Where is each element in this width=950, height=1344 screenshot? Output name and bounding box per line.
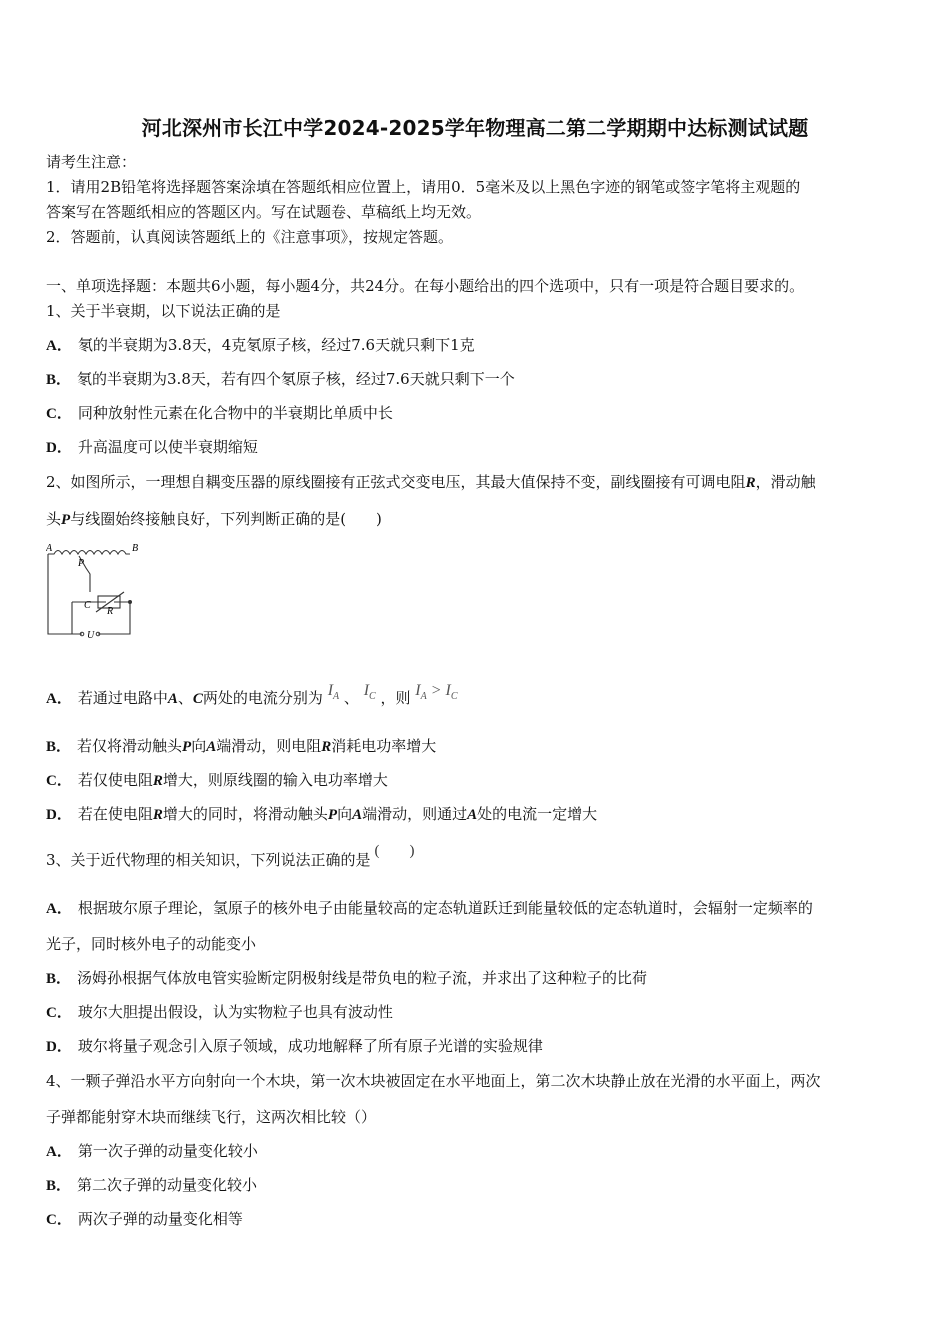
q3-option-a-line-1: A． 根据玻尔原子理论，氢原子的核外电子由能量较高的定态轨道跃迁到能量较低的定态轨道时，会辐射一定频率的 bbox=[46, 899, 813, 917]
figure-label-u: U bbox=[87, 630, 95, 641]
notice-item-1-line-2: 答案写在答题纸相应的答题区内。写在试题卷、草稿纸上均无效。 bbox=[46, 203, 482, 221]
q4-option-a: A． 第一次子弹的动量变化较小 bbox=[46, 1142, 258, 1160]
q4-stem-line-1: 4、一颗子弹沿水平方向射向一个木块，第一次木块被固定在水平地面上，第二次木块静止放在光滑的水平面上，两次 bbox=[46, 1072, 821, 1090]
q2-option-d: D． 若在使电阻R增大的同时，将滑动触头P向A端滑动，则通过A处的电流一定增大 bbox=[46, 805, 598, 823]
q2-option-c: C． 若仅使电阻R增大，则原线圈的输入电功率增大 bbox=[46, 771, 388, 789]
q2-option-b: B． 若仅将滑动触头P向A端滑动，则电阻R消耗电功率增大 bbox=[46, 737, 437, 755]
q3-option-a-line-2: 光子，同时核外电子的动能变小 bbox=[46, 935, 257, 953]
q1-option-b: B． 氡的半衰期为3.8天，若有四个氡原子核，经过7.6天就只剩下一个 bbox=[46, 370, 515, 388]
q2-stem-line-1: 2、如图所示，一理想自耦变压器的原线圈接有正弦式交变电压，其最大值保持不变，副线圈接有可调电阻R，滑动触 bbox=[46, 473, 816, 491]
q4-stem-line-2: 子弹都能射穿木块而继续飞行，这两次相比较（） bbox=[46, 1108, 377, 1126]
q3-stem: 3、关于近代物理的相关知识，下列说法正确的是 ( ) bbox=[46, 843, 415, 869]
page-title: 河北深州市长江中学2024-2025学年物理高二第二学期期中达标测试试题 bbox=[141, 116, 809, 140]
q1-option-c: C． 同种放射性元素在化合物中的半衰期比单质中长 bbox=[46, 404, 393, 422]
notice-heading: 请考生注意： bbox=[46, 153, 137, 171]
q1-option-d: D． 升高温度可以使半衰期缩短 bbox=[46, 438, 258, 456]
q2-option-a: A． 若通过电路中A、C两处的电流分别为 $I_A$ 、 $I_C$ ，则 $I_A > I_C$ bbox=[46, 682, 458, 707]
terminal-dot bbox=[128, 600, 132, 604]
q3-option-d: D． 玻尔将量子观念引入原子领域，成功地解释了所有原子光谱的实验规律 bbox=[46, 1037, 543, 1055]
q3-option-c: C． 玻尔大胆提出假设，认为实物粒子也具有波动性 bbox=[46, 1003, 393, 1021]
figure-label-b: B bbox=[132, 543, 139, 554]
q3-option-b: B． 汤姆孙根据气体放电管实验断定阴极射线是带负电的粒子流，并求出了这种粒子的比荷 bbox=[46, 969, 648, 987]
notice-item-2: 2．答题前，认真阅读答题纸上的《注意事项》，按规定答题。 bbox=[46, 228, 454, 246]
autotransformer-circuit-diagram bbox=[46, 542, 146, 642]
figure-label-a: A bbox=[46, 543, 53, 554]
figure-label-p: P bbox=[78, 558, 85, 569]
q1-option-a: A． 氡的半衰期为3.8天，4克氡原子核，经过7.6天就只剩下1克 bbox=[46, 336, 475, 354]
figure-label-c: C bbox=[84, 600, 91, 611]
section-heading: 一、单项选择题：本题共6小题，每小题4分，共24分。在每小题给出的四个选项中，只有一项是符合题目要求的。 bbox=[46, 277, 805, 295]
q4-option-c: C． 两次子弹的动量变化相等 bbox=[46, 1210, 243, 1228]
q2-stem-line-2: 头P与线圈始终接触良好，下列判断正确的是( ) bbox=[46, 510, 382, 528]
notice-item-1-line-1: 1．请用2B铅笔将选择题答案涂填在答题纸相应位置上，请用0．5毫米及以上黑色字迹的钢笔或签字笔将主观题的 bbox=[46, 178, 801, 196]
q4-option-b: B． 第二次子弹的动量变化较小 bbox=[46, 1176, 258, 1194]
q1-stem: 1、关于半衰期，以下说法正确的是 bbox=[46, 302, 281, 320]
figure-label-r: R bbox=[107, 606, 114, 617]
